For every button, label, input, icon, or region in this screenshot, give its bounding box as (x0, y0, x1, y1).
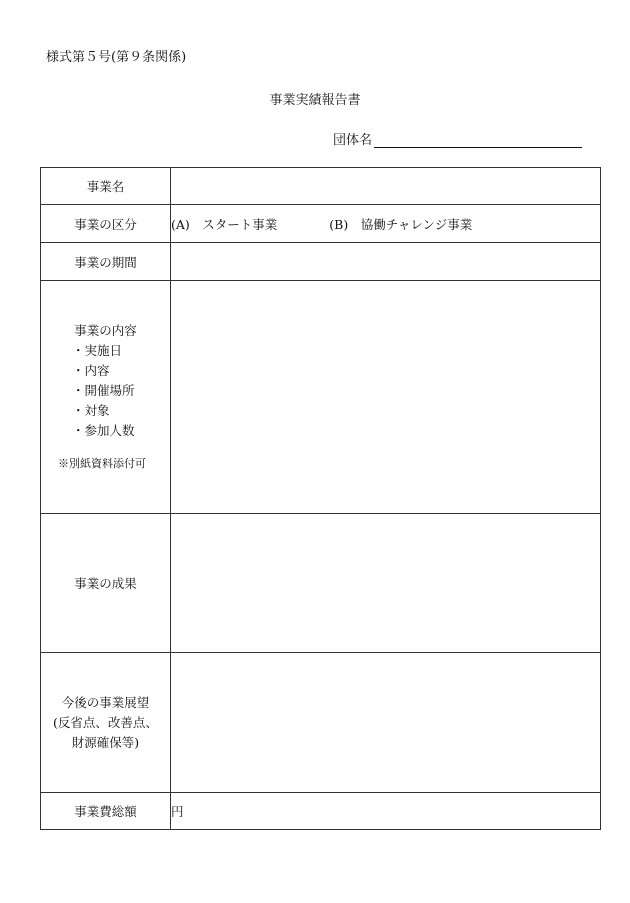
total-cost-cell[interactable] (171, 793, 601, 830)
row-future-outlook (41, 653, 601, 793)
total-cost-label: 事業費総額 (41, 793, 171, 830)
project-results-cell[interactable] (171, 514, 601, 653)
form-number: 様式第５号(第９条関係) (46, 50, 187, 65)
project-name-label: 事業名 (41, 168, 171, 205)
row-total-cost (41, 793, 601, 830)
document-title: 事業実績報告書 (269, 93, 361, 108)
outlook-label-line-3: 財源確保等) (71, 734, 140, 750)
yen-unit: 円 (171, 804, 184, 819)
outlook-label-line-1: 今後の事業展望 (61, 694, 150, 710)
project-category-cell (171, 205, 601, 243)
future-outlook-cell[interactable] (171, 653, 601, 793)
row-project-results (41, 514, 601, 653)
report-table (40, 167, 601, 830)
content-item-target: ・対象 (72, 402, 110, 418)
project-period-cell[interactable] (171, 243, 601, 281)
category-option-start[interactable]: (A) スタート事業 (171, 216, 278, 232)
future-outlook-label (41, 653, 171, 793)
row-project-content (41, 281, 601, 514)
row-project-period (41, 243, 601, 281)
organization-name-line[interactable] (374, 132, 582, 148)
content-item-details: ・内容 (72, 362, 110, 378)
project-content-heading: 事業の内容 (74, 322, 137, 338)
outlook-label-line-2: (反省点、改善点、 (53, 714, 158, 730)
content-item-venue: ・開催場所 (72, 382, 135, 398)
category-option-challenge[interactable]: (B) 協働チャレンジ事業 (329, 216, 473, 232)
project-content-label (41, 281, 171, 514)
project-content-cell[interactable] (171, 281, 601, 514)
project-category-label: 事業の区分 (41, 205, 171, 243)
project-period-label: 事業の期間 (41, 243, 171, 281)
attachment-note: ※別紙資料添付可 (58, 456, 146, 470)
row-project-category (41, 205, 601, 243)
organization-label: 団体名 (333, 133, 373, 148)
row-project-name (41, 168, 601, 205)
content-item-date: ・実施日 (72, 342, 123, 358)
organization-field (333, 129, 582, 148)
project-results-label: 事業の成果 (41, 514, 171, 653)
content-item-participants: ・参加人数 (72, 422, 135, 438)
project-name-cell[interactable] (171, 168, 601, 205)
